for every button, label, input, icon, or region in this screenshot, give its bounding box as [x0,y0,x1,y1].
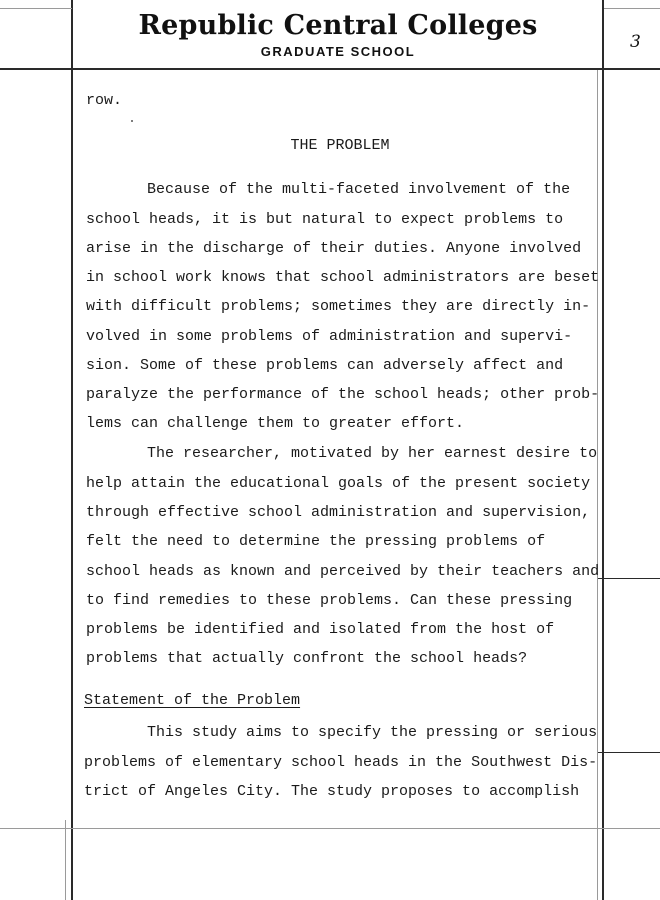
page-number: 3 [630,32,641,52]
carryover-text: row. [86,92,123,109]
paragraph-line: with difficult problems; sometimes they are directly in- [86,298,591,315]
statement-subheading: Statement of the Problem [84,692,301,709]
paragraph-line: felt the need to determine the pressing problems of [86,533,546,550]
paragraph-line: school heads, it is but natural to expect problems to [86,211,564,228]
vertical-rule-left [71,0,73,900]
paragraph-line: volved in some problems of administration and supervi- [86,328,573,345]
header-rule [0,68,660,70]
paragraph-line: arise in the discharge of their duties. Anyone involved [86,240,582,257]
paragraph-line: to find remedies to these problems. Can these pressing [86,592,573,609]
paragraph-line: lems can challenge them to greater effort. [86,415,465,432]
paragraph-line: problems of elementary school heads in the Southwest Dis- [84,754,598,771]
paragraph-line: help attain the educational goals of the present society [86,475,591,492]
margin-rule-right-1 [598,578,660,579]
paragraph-line: The researcher, motivated by her earnest desire to [147,445,598,462]
vertical-rule-right [602,0,604,900]
paragraph-line: This study aims to specify the pressing or serious [147,724,598,741]
paragraph-line: through effective school administration and supervision, [86,504,591,521]
paragraph-line: in school work knows that school administrators are beset [86,269,600,286]
section-heading: THE PROBLEM [290,137,390,154]
paragraph-line: problems that actually confront the school heads? [86,650,528,667]
paragraph-line: school heads as known and perceived by their teachers and [86,563,600,580]
header-top-rule-left [0,8,72,9]
paragraph-line: sion. Some of these problems can adversely affect and [86,357,564,374]
footer-rule [0,828,660,829]
paragraph-line: problems be identified and isolated from the host of [86,621,555,638]
school-name: GRADUATE SCHOOL [260,44,416,59]
college-name: Republic Central Colleges [138,10,538,41]
margin-rule-right-2 [598,752,660,753]
vertical-rule-outer-left [65,820,66,900]
paragraph-line: paralyze the performance of the school heads; other prob- [86,386,600,403]
ink-speck [131,120,133,122]
paragraph-line: Because of the multi-faceted involvement of the [147,181,571,198]
header-top-rule-right [604,8,660,9]
paragraph-line: trict of Angeles City. The study proposes to accomplish [84,783,580,800]
vertical-rule-outer-right [597,70,598,900]
